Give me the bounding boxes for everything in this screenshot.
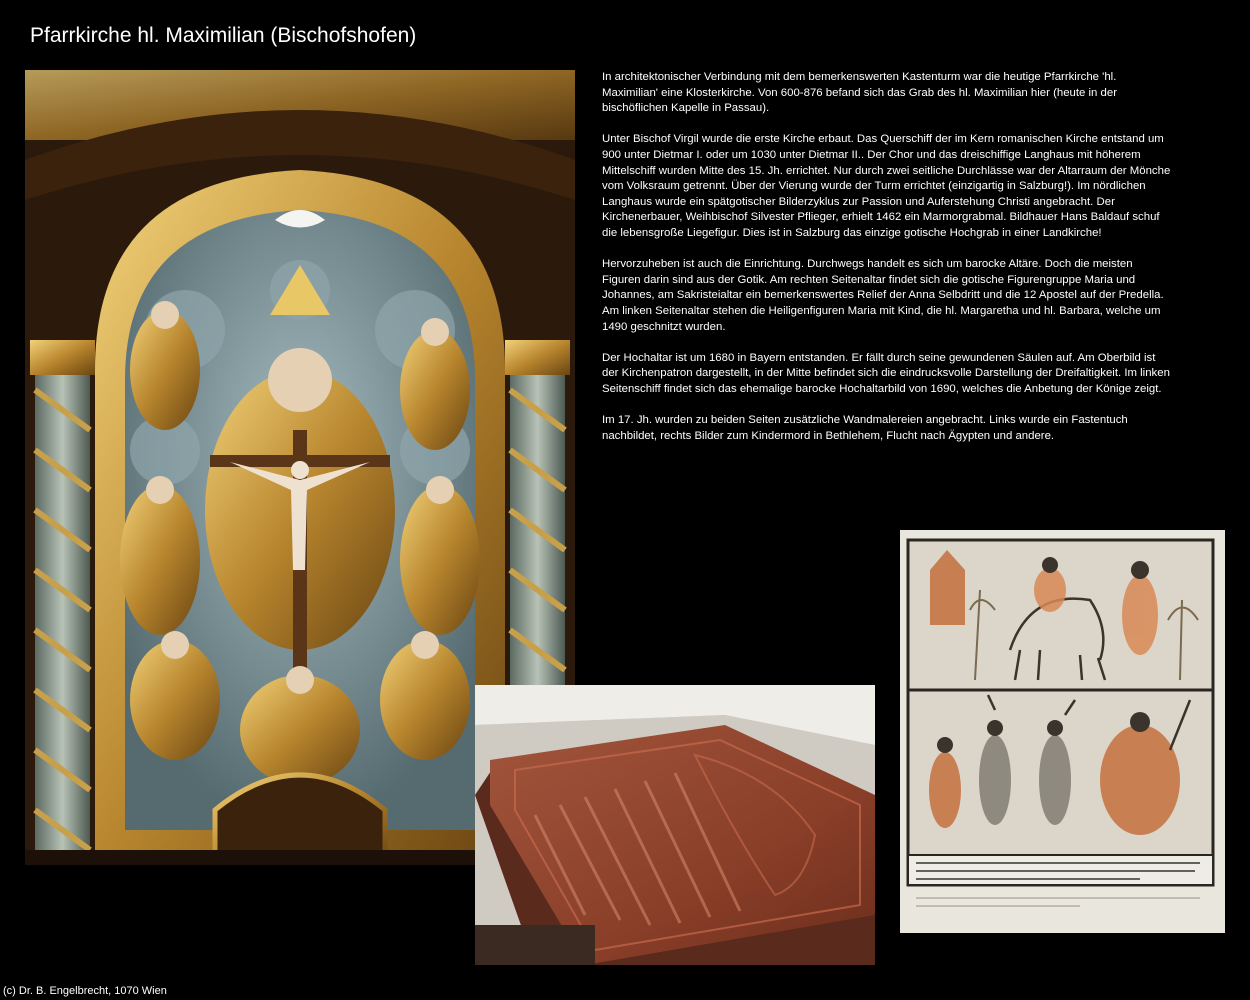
mural-photo [900, 530, 1225, 933]
article-text [602, 70, 1172, 460]
tomb-photo [475, 685, 875, 965]
article-paragraph: Hervorzuheben ist auch die Einrichtung. Durchwegs handelt es sich um barocke Altäre. Doch die meisten Figuren darin sind aus der Gotik. Am rechten Seitenaltar findet sich die gotische Figurengruppe Maria und Johannes, am Sakristeialtar ein bemerkenswertes Relief der Anna Selbdritt und die 12 Apostel auf der Predella. Am linken Seitenaltar stehen die Heiligenfiguren Maria mit Kind, die hl. Margaretha und hl. Barbara, welche um 1490 geschnitzt wurden. [602, 258, 1164, 333]
article-paragraph: Der Hochaltar ist um 1680 in Bayern entstanden. Er fällt durch seine gewundenen Säulen auf. Am Oberbild ist der Kirchenpatron dargestellt, in der Mitte befindet sich die eindrucksvolle Darstellung der Dreifaltigkeit. Im linken Seitenschiff findet sich das ehemalige barocke Hochaltarbild von 1690, welches die Anbetung der Könige zeigt. [602, 351, 1170, 395]
tombstone-photo-icon [475, 685, 875, 965]
copyright-notice: (c) Dr. B. Engelbrecht, 1070 Wien [3, 985, 167, 997]
article-paragraph: Im 17. Jh. wurden zu beiden Seiten zusätzliche Wandmalereien angebracht. Links wurde ein Fastentuch nachbildet, rechts Bilder zum Kindermord in Bethlehem, Flucht nach Ägypten und andere. [602, 414, 1128, 442]
article-paragraph: Unter Bischof Virgil wurde die erste Kirche erbaut. Das Querschiff der im Kern romanischen Kirche entstand um 900 unter Dietmar I. oder um 1030 unter Dietmar II.. Der Chor und das dreischiffige Langhaus mit höherem Mittelschiff wurden Mitte des 15. Jh. errichtet. Nur durch zwei seitliche Durchlässe war der Altarraum der Mönche vom Volksraum getrennt. Über der Vierung wurde der Turm errichtet (einzigartig in Salzburg!). Im nördlichen Langhaus wurde ein spätgotischer Bilderzyklus zur Passion und Auferstehung Christi angebracht. Der Kirchenerbauer, Weihbischof Silvester Pflieger, erhielt 1462 ein Marmorgrabmal. Bildhauer Hans Baldauf schuf die lebensgroße Liegefigur. Dies ist in Salzburg das einzige gotische Hochgrab in einer Landkirche! [602, 133, 1171, 239]
page-title: Pfarrkirche hl. Maximilian (Bischofshofen) [30, 24, 417, 47]
wall-painting-photo-icon [900, 530, 1225, 933]
article-paragraph: In architektonischer Verbindung mit dem bemerkenswerten Kastenturm war die heutige Pfarrkirche 'hl. Maximilian' eine Klosterkirche. Von 600-876 befand sich das Grab des hl. Maximilian hier (heute in der bischöflichen Kapelle in Passau). [602, 71, 1118, 115]
